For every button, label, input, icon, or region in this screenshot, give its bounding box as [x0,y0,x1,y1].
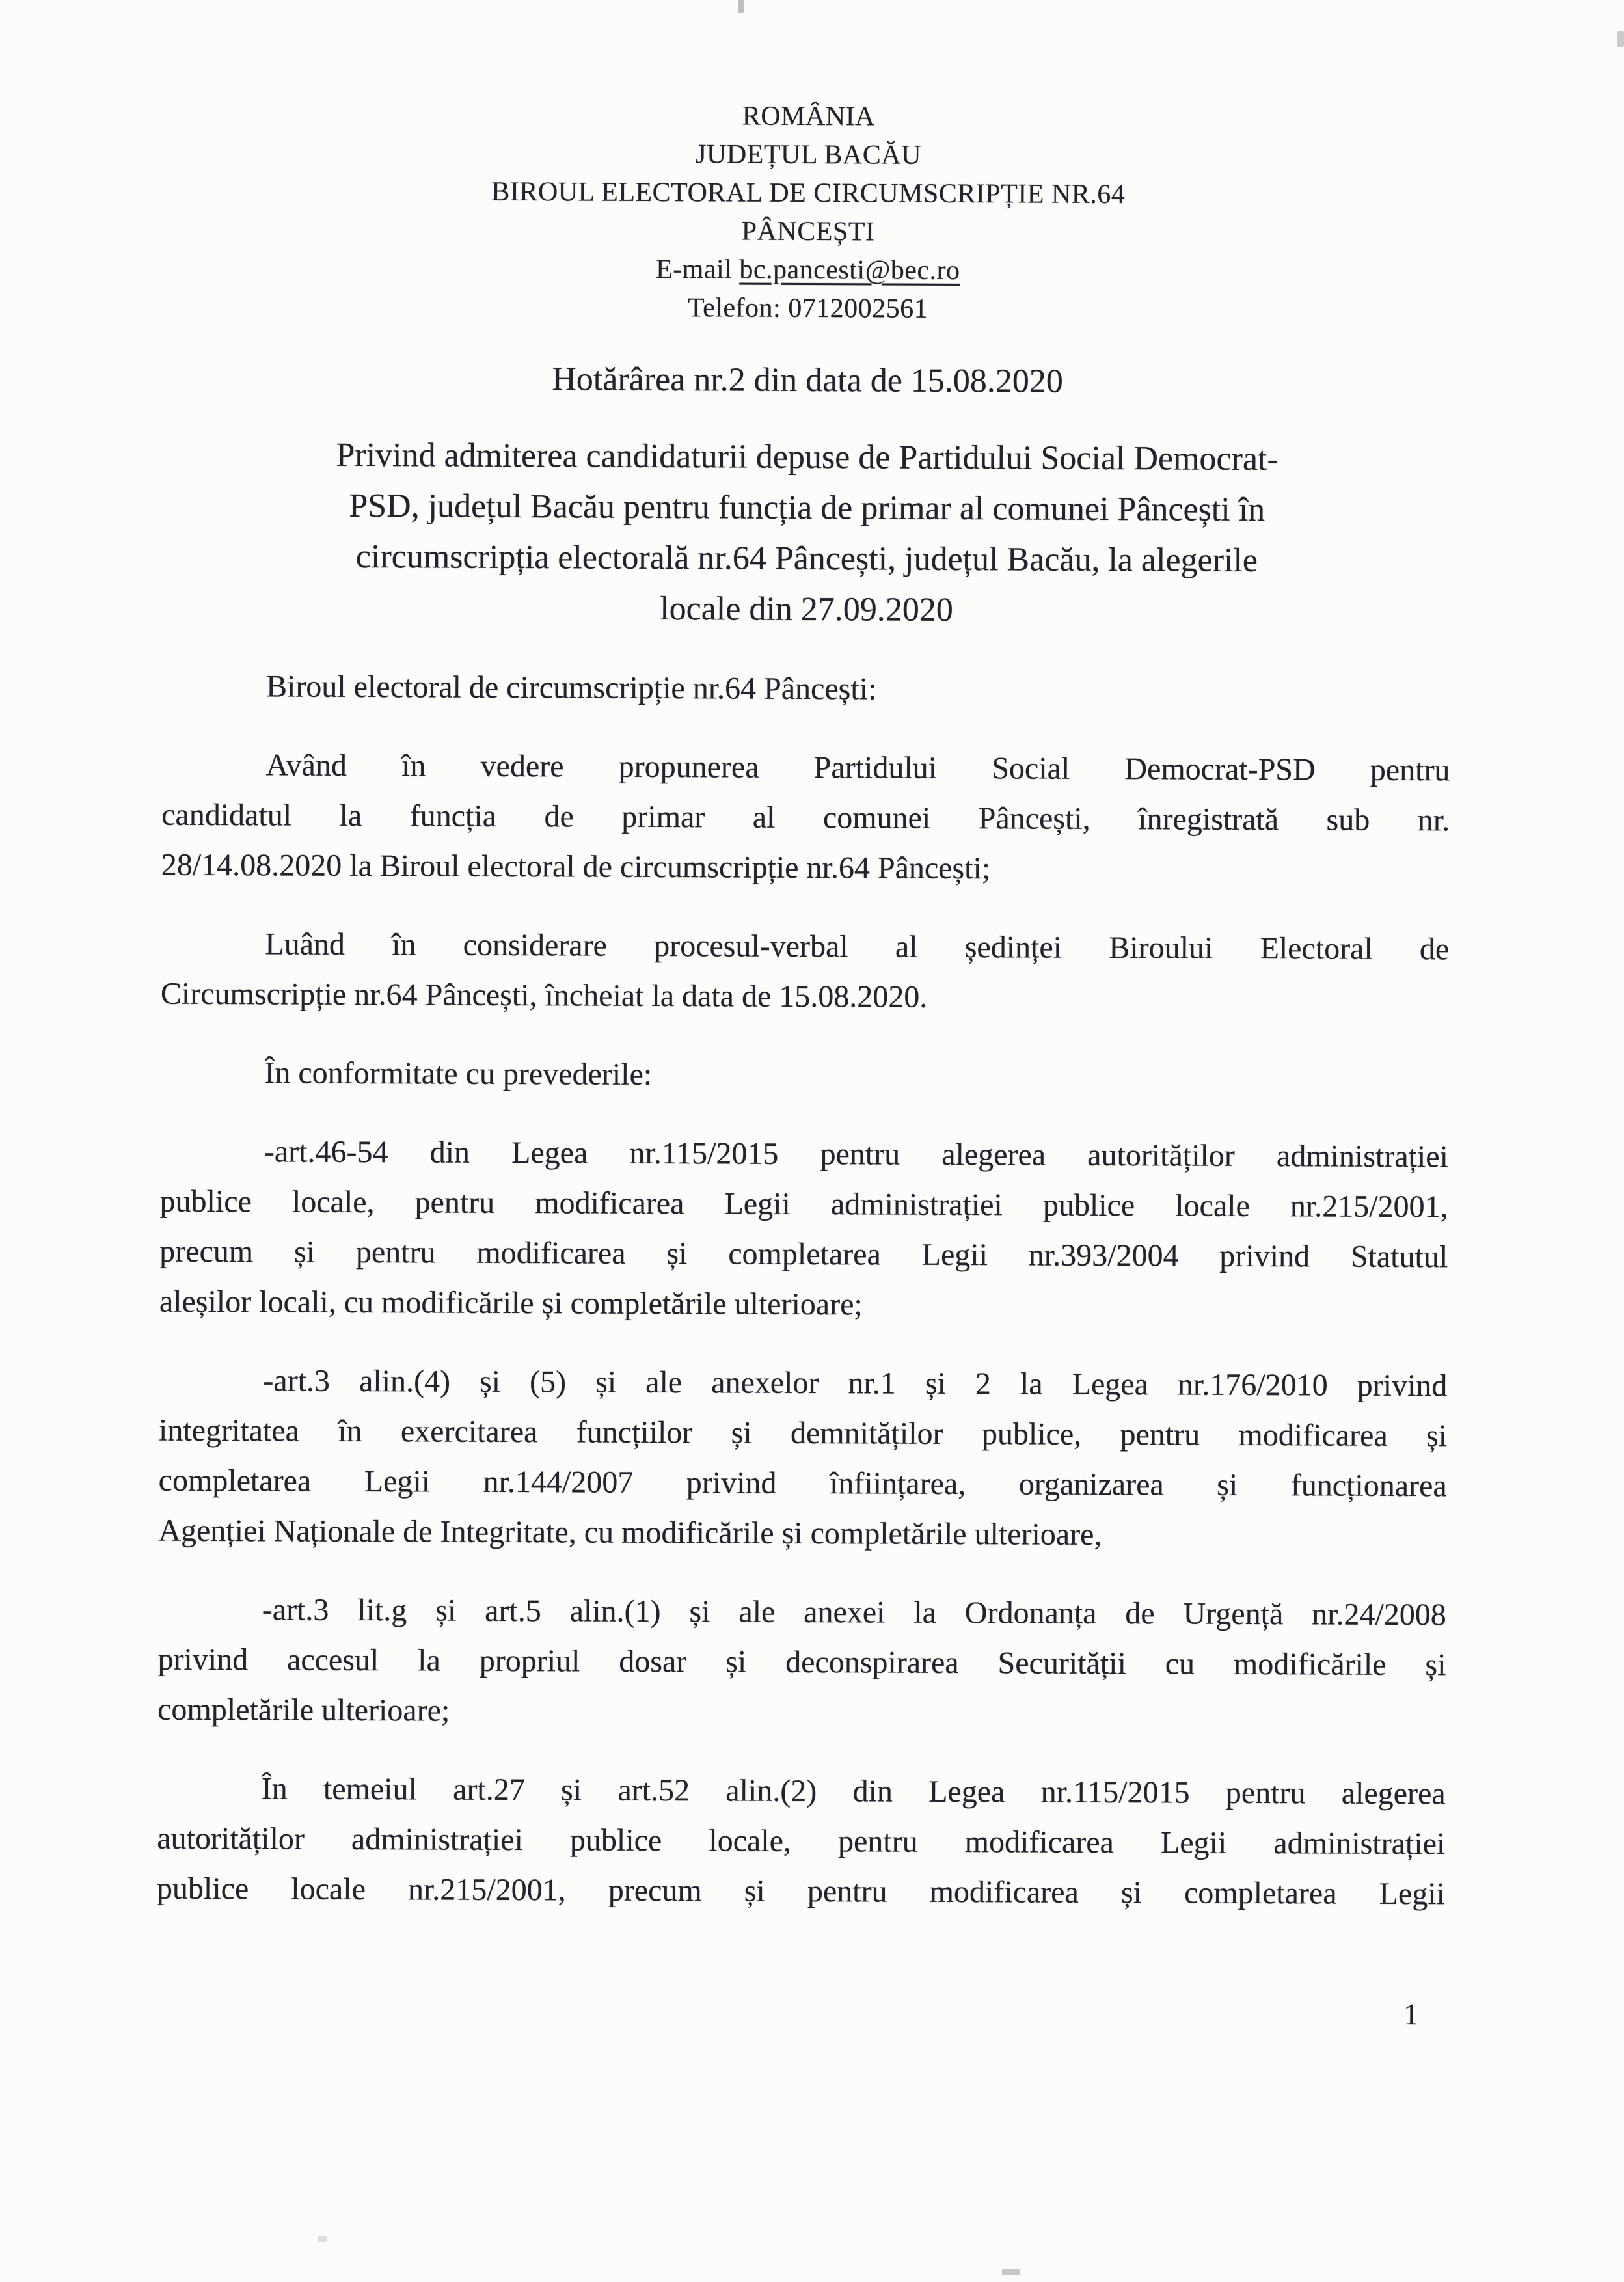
letterhead-locality: PÂNCEȘTI [741,216,875,247]
subject-line: Privind admiterea candidaturii depuse de Partidului Social Democrat- [336,436,1279,478]
body-paragraph [157,1584,1446,1741]
paragraph-line: completarea Legii nr.144/2007 privind înființarea, organizarea și funcționarea [158,1463,1447,1504]
letterhead-country: ROMÂNIA [742,101,876,132]
paragraph-line: -art.3 lit.g și art.5 alin.(1) și ale anexei la Ordonanța de Urgență nr.24/2008 [262,1592,1446,1633]
decision-title: Hotărârea nr.2 din data de 15.08.2020 [552,360,1063,400]
scan-artifact [318,2236,327,2242]
paragraph-line: Circumscripție nr.64 Pâncești, încheiat la data de 15.08.2020. [160,976,928,1014]
paragraph-line: precum și pentru modificarea și completarea Legii nr.393/2004 privind Statutul [159,1234,1448,1275]
paragraph-line: publice locale, pentru modificarea Legii administrației publice locale nr.215/2001, [159,1184,1448,1225]
letterhead-email-line [164,249,1452,293]
paragraph-line: Agenției Naționale de Integritate, cu modificările și completările ulterioare, [158,1513,1102,1552]
body-paragraph [161,740,1450,896]
paragraph-line: aleșilor locali, cu modificările și completările ulterioare; [159,1284,863,1322]
body-paragraph [158,1355,1447,1562]
subject-line: locale din 27.09.2020 [660,590,953,629]
paragraph-line: completările ulterioare; [157,1692,450,1728]
letterhead-phone: Telefon: 0712002561 [687,293,928,324]
letterhead-bureau: BIROUL ELECTORAL DE CIRCUMSCRIPȚIE NR.64 [491,176,1126,210]
body-paragraph [157,1763,1446,1920]
paragraph-intro [162,661,1450,717]
email-address: bc.pancesti@bec.ro [739,254,960,286]
page-content [156,95,1453,2032]
paragraph-line: Biroul electoral de circumscripție nr.64 Pâncești: [265,669,877,707]
decision-subject [162,429,1451,638]
paragraph-line: -art.3 alin.(4) și (5) și ale anexelor nr.1 și 2 la Legea nr.176/2010 privind [263,1363,1448,1404]
paragraph-line: publice locale nr.215/2001, precum și pentru modificarea și completarea Legii [156,1871,1446,1912]
paragraph-line: În temeiul art.27 și art.52 alin.(2) din Legea nr.115/2015 pentru alegerea [261,1771,1446,1812]
body-paragraph [159,1126,1448,1333]
scan-artifact [738,0,744,13]
letterhead [163,95,1453,331]
paragraph-line: autorităților administrației publice locale, pentru modificarea Legii administrației [157,1821,1446,1862]
paragraph-line: Luând în considerare procesul-verbal al ședinței Biroului Electoral de [265,927,1450,967]
paragraph-intro [160,1048,1448,1104]
scan-artifact [1002,2269,1020,2275]
paragraph-line: privind accesul la propriul dosar și deconspirarea Securității cu modificările și [157,1642,1446,1683]
scan-artifact [1617,31,1624,47]
paragraph-line: În conformitate cu prevederile: [264,1055,653,1092]
subject-line: PSD, județul Bacău pentru funcția de primar al comunei Pâncești în [349,487,1265,529]
paragraph-line: 28/14.08.2020 la Biroul electoral de circumscripție nr.64 Pâncești; [161,847,991,886]
paragraph-line: candidatul la funcția de primar al comunei Pâncești, înregistrată sub nr. [161,797,1450,838]
body-paragraph [161,919,1450,1025]
page-number: 1 [1403,1998,1419,2031]
paragraph-line: integritatea în exercitarea funcțiilor și demnităților publice, pentru modificarea și [158,1413,1448,1454]
paragraph-line: -art.46-54 din Legea nr.115/2015 pentru alegerea autorităților administrației [264,1134,1449,1175]
subject-line: circumscripția electorală nr.64 Pâncești, județul Bacău, la alegerile [355,537,1258,580]
email-label: E-mail [655,254,733,285]
paragraph-line: Având în vedere propunerea Partidului Social Democrat-PSD pentru [265,748,1450,788]
letterhead-county: JUDEȚUL BACĂU [696,139,922,170]
